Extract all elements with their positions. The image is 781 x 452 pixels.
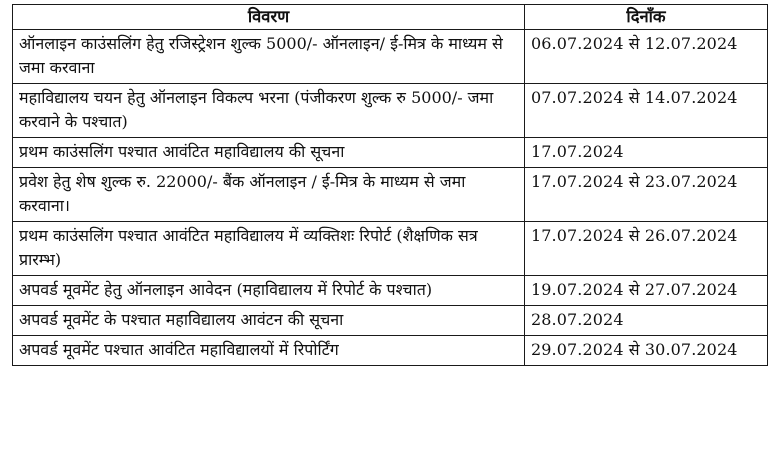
table-row xyxy=(13,138,768,168)
row-date: 17.07.2024 xyxy=(525,138,768,168)
table-row xyxy=(13,336,768,366)
row-description: ऑनलाइन काउंसलिंग हेतु रजिस्ट्रेशन शुल्क 5000/- ऑनलाइन/ ई-मित्र के माध्यम से जमा करवाना xyxy=(13,30,525,84)
row-date: 17.07.2024 से 23.07.2024 xyxy=(525,168,768,222)
row-date: 29.07.2024 से 30.07.2024 xyxy=(525,336,768,366)
table-row xyxy=(13,222,768,276)
row-date: 17.07.2024 से 26.07.2024 xyxy=(525,222,768,276)
row-description: प्रथम काउंसलिंग पश्चात आवंटित महाविद्यालय की सूचना xyxy=(13,138,525,168)
row-description: अपवर्ड मूवमेंट के पश्चात महाविद्यालय आवंटन की सूचना xyxy=(13,306,525,336)
header-row xyxy=(13,5,768,30)
row-description: अपवर्ड मूवमेंट हेतु ऑनलाइन आवेदन (महाविद्यालय में रिपोर्ट के पश्चात) xyxy=(13,276,525,306)
row-date: 06.07.2024 से 12.07.2024 xyxy=(525,30,768,84)
row-description: प्रवेश हेतु शेष शुल्क रु. 22000/- बैंक ऑनलाइन / ई-मित्र के माध्यम से जमा करवाना। xyxy=(13,168,525,222)
schedule-table xyxy=(12,4,768,366)
schedule-sheet xyxy=(12,4,767,366)
table-row xyxy=(13,276,768,306)
row-date: 07.07.2024 से 14.07.2024 xyxy=(525,84,768,138)
date-column-header: दिनाँक xyxy=(525,5,768,30)
description-column-header: विवरण xyxy=(13,5,525,30)
table-row xyxy=(13,84,768,138)
table-row xyxy=(13,306,768,336)
table-row xyxy=(13,168,768,222)
row-date: 19.07.2024 से 27.07.2024 xyxy=(525,276,768,306)
row-description: अपवर्ड मूवमेंट पश्चात आवंटित महाविद्यालयों में रिपोर्टिंग xyxy=(13,336,525,366)
row-date: 28.07.2024 xyxy=(525,306,768,336)
row-description: महाविद्यालय चयन हेतु ऑनलाइन विकल्प भरना (पंजीकरण शुल्क रु 5000/- जमा करवाने के पश्चात) xyxy=(13,84,525,138)
row-description: प्रथम काउंसलिंग पश्चात आवंटित महाविद्यालय में व्यक्तिशः रिपोर्ट (शैक्षणिक सत्र प्रारम्भ) xyxy=(13,222,525,276)
table-row xyxy=(13,30,768,84)
